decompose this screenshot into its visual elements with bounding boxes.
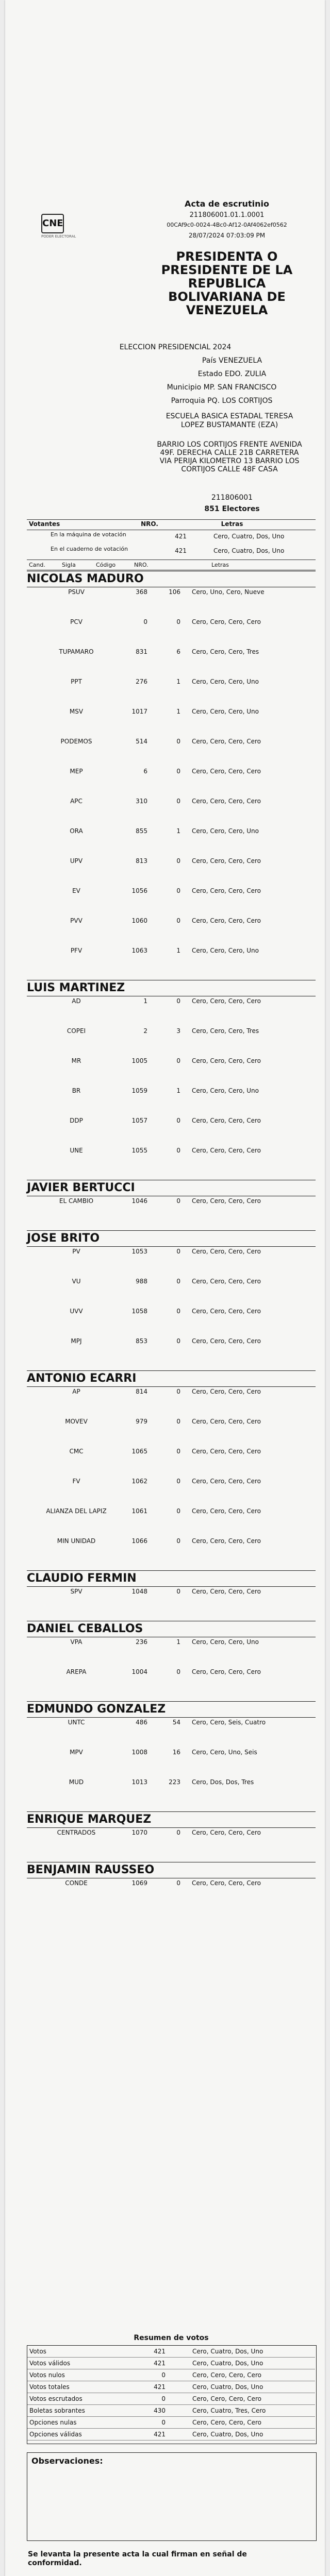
resumen-title: Resumen de votos <box>134 2334 209 2342</box>
party-code: 6 <box>143 768 147 775</box>
party-sigla: APC <box>70 798 82 805</box>
resumen-num: 430 <box>154 2407 166 2414</box>
resumen-letters: Cero, Cuatro, Dos, Uno <box>192 2431 263 2438</box>
municipio: Municipio MP. SAN FRANCISCO <box>167 383 277 392</box>
party-sigla: PFV <box>70 947 82 954</box>
observaciones-label: Observaciones: <box>31 2456 103 2466</box>
party-votes: 0 <box>176 1478 180 1485</box>
resumen-num: 421 <box>154 2360 166 2367</box>
party-sigla: MPJ <box>71 1337 82 1345</box>
party-sigla: COPEI <box>67 1027 86 1035</box>
resumen-label: Votos totales <box>29 2383 70 2391</box>
party-votes-letters: Cero, Cero, Cero, Tres <box>192 1027 259 1035</box>
party-votes: 0 <box>176 1278 180 1285</box>
party-votes: 106 <box>169 588 180 596</box>
party-sigla: PVV <box>70 917 82 924</box>
party-sigla: CONDE <box>65 1879 88 1887</box>
party-sigla: PODEMOS <box>60 738 92 745</box>
party-sigla: SPV <box>70 1588 82 1595</box>
party-votes-letters: Cero, Cero, Cero, Cero <box>192 1537 261 1545</box>
party-code: 1046 <box>131 1197 147 1205</box>
candidate-party-row <box>27 768 316 798</box>
resumen-letters: Cero, Cuatro, Dos, Uno <box>192 2348 263 2355</box>
party-votes: 0 <box>176 887 180 894</box>
party-code: 831 <box>136 648 147 655</box>
party-code: 1053 <box>131 1248 147 1255</box>
col-sigla: Sigla <box>62 562 76 568</box>
party-votes-letters: Cero, Cero, Cero, Cero <box>192 1588 261 1595</box>
candidate-party-row <box>27 1147 316 1177</box>
candidate-party-row <box>27 1308 316 1337</box>
party-sigla: ORA <box>70 827 83 835</box>
party-votes: 1 <box>176 1087 180 1094</box>
candidate-party-row <box>27 1507 316 1537</box>
party-sigla: EV <box>72 887 80 894</box>
party-code: 979 <box>136 1418 147 1425</box>
candidate-party-row <box>27 1278 316 1308</box>
resumen-num: 0 <box>161 2371 166 2379</box>
candidate-party-row <box>27 1087 316 1117</box>
candidate-name: ANTONIO ECARRI <box>27 1370 316 1387</box>
party-code: 1004 <box>131 1668 147 1675</box>
party-votes-letters: Cero, Cero, Cero, Cero <box>192 1879 261 1887</box>
party-votes: 0 <box>176 917 180 924</box>
parroquia: Parroquia PQ. LOS CORTIJOS <box>171 397 273 405</box>
candidate-party-row <box>27 1537 316 1567</box>
party-votes: 0 <box>176 1147 180 1154</box>
party-sigla: PPT <box>71 678 82 685</box>
resumen-label: Boletas sobrantes <box>29 2407 85 2414</box>
candidate-party-row <box>27 708 316 738</box>
party-votes-letters: Cero, Cero, Cero, Cero <box>192 618 261 625</box>
party-votes-letters: Cero, Cero, Cero, Cero <box>192 1507 261 1515</box>
party-votes: 1 <box>176 947 180 954</box>
party-code: 1061 <box>131 1507 147 1515</box>
votantes-row <box>48 531 330 542</box>
party-code: 1062 <box>131 1478 147 1485</box>
votantes-num: 421 <box>175 533 187 540</box>
party-code: 514 <box>136 738 147 745</box>
party-sigla: MSV <box>69 708 84 715</box>
party-votes-letters: Cero, Cero, Cero, Cero <box>192 1478 261 1485</box>
electores: 851 Electores <box>204 505 260 513</box>
resumen-label: Votos <box>29 2348 46 2355</box>
candidate-party-row <box>27 1829 316 1859</box>
cne-logo-mark: CNE <box>41 214 64 233</box>
party-code: 276 <box>136 678 147 685</box>
resumen-letters: Cero, Cuatro, Dos, Uno <box>192 2383 263 2391</box>
party-votes: 0 <box>176 1308 180 1315</box>
party-votes-letters: Cero, Cero, Cero, Cero <box>192 1829 261 1836</box>
candidate-name: EDMUNDO GONZALEZ <box>27 1701 316 1718</box>
party-sigla: UVV <box>70 1308 83 1315</box>
party-votes-letters: Cero, Uno, Cero, Nueve <box>192 588 265 596</box>
resumen-label: Votos nulos <box>29 2371 65 2379</box>
letras-header: Letras <box>221 520 243 528</box>
party-sigla: CENTRADOS <box>57 1829 96 1836</box>
party-votes: 3 <box>176 1027 180 1035</box>
cne-logo <box>41 214 88 240</box>
candidate-party-row <box>27 887 316 917</box>
candidate-party-row <box>27 827 316 857</box>
resumen-row <box>27 2369 315 2381</box>
cne-logo-subtitle: PODER ELECTORAL <box>41 234 76 239</box>
party-votes: 0 <box>176 1388 180 1395</box>
votantes-row <box>48 545 330 556</box>
party-code: 486 <box>136 1719 147 1726</box>
party-votes: 1 <box>176 1638 180 1646</box>
party-votes-letters: Cero, Cero, Cero, Cero <box>192 1388 261 1395</box>
party-sigla: AP <box>72 1388 80 1395</box>
party-votes: 0 <box>176 1248 180 1255</box>
votantes-header: Votantes <box>29 520 60 528</box>
party-code: 368 <box>136 588 147 596</box>
col-letras: Letras <box>211 562 229 568</box>
party-sigla: CMC <box>69 1448 84 1455</box>
party-votes-letters: Cero, Cero, Uno, Seis <box>192 1749 257 1756</box>
candidate-party-row <box>27 738 316 768</box>
party-votes-letters: Cero, Cero, Cero, Cero <box>192 1117 261 1124</box>
party-votes: 0 <box>176 1418 180 1425</box>
party-sigla: TUPAMARO <box>59 648 94 655</box>
party-votes: 0 <box>176 1057 180 1064</box>
candidate-party-row <box>27 1778 316 1808</box>
party-votes-letters: Cero, Cero, Cero, Cero <box>192 1668 261 1675</box>
resumen-table <box>27 2345 317 2444</box>
votantes-letters: Cero, Cuatro, Dos, Uno <box>213 533 285 540</box>
candidate-party-row <box>27 1418 316 1448</box>
party-code: 0 <box>143 618 147 625</box>
candidate-name: ENRIQUE MARQUEZ <box>27 1811 316 1828</box>
party-votes: 0 <box>176 1829 180 1836</box>
party-code: 1058 <box>131 1308 147 1315</box>
candidate-name: CLAUDIO FERMIN <box>27 1570 316 1587</box>
party-votes-letters: Cero, Cero, Cero, Cero <box>192 768 261 775</box>
party-sigla: MEP <box>70 768 83 775</box>
party-votes-letters: Cero, Cero, Cero, Cero <box>192 798 261 805</box>
candidate-party-row <box>27 947 316 977</box>
party-sigla: FV <box>72 1478 80 1485</box>
candidate-name: LUIS MARTINEZ <box>27 980 316 996</box>
party-votes-letters: Cero, Dos, Dos, Tres <box>192 1778 254 1786</box>
party-votes-letters: Cero, Cero, Cero, Cero <box>192 857 261 865</box>
party-votes-letters: Cero, Cero, Cero, Cero <box>192 1057 261 1064</box>
candidate-party-row <box>27 1448 316 1478</box>
party-code: 1069 <box>131 1879 147 1887</box>
party-sigla: VPA <box>70 1638 82 1646</box>
party-votes: 0 <box>176 768 180 775</box>
resumen-row <box>27 2393 315 2405</box>
candidate-party-row <box>27 1668 316 1698</box>
party-votes: 0 <box>176 1117 180 1124</box>
party-votes: 1 <box>176 708 180 715</box>
party-code: 853 <box>136 1337 147 1345</box>
party-sigla: DDP <box>70 1117 83 1124</box>
party-code: 1056 <box>131 887 147 894</box>
candidate-party-row <box>27 678 316 708</box>
divider <box>27 519 316 520</box>
candidate-party-row <box>27 1749 316 1778</box>
party-votes-letters: Cero, Cero, Cero, Cero <box>192 887 261 894</box>
party-code: 1013 <box>131 1778 147 1786</box>
party-votes-letters: Cero, Cero, Cero, Cero <box>192 1147 261 1154</box>
party-votes: 223 <box>169 1778 180 1786</box>
party-votes: 0 <box>176 1448 180 1455</box>
party-votes: 0 <box>176 857 180 865</box>
party-code: 310 <box>136 798 147 805</box>
party-votes-letters: Cero, Cero, Cero, Cero <box>192 997 261 1005</box>
nro-header: NRO. <box>141 520 158 528</box>
party-code: 1063 <box>131 947 147 954</box>
party-votes-letters: Cero, Cero, Seis, Cuatro <box>192 1719 266 1726</box>
conformidad-text: Se levanta la presente acta la cual firman en señal de conformidad. <box>28 2550 247 2567</box>
party-votes-letters: Cero, Cero, Cero, Cero <box>192 1448 261 1455</box>
party-sigla: MOVEV <box>65 1418 88 1425</box>
party-sigla: UPV <box>70 857 83 865</box>
observaciones-box <box>27 2452 317 2541</box>
candidate-party-row <box>27 798 316 827</box>
party-votes: 54 <box>172 1719 180 1726</box>
resumen-row <box>27 2358 315 2369</box>
resumen-num: 421 <box>154 2431 166 2438</box>
party-sigla: UNTC <box>68 1719 85 1726</box>
party-votes-letters: Cero, Cero, Cero, Cero <box>192 917 261 924</box>
resumen-num: 0 <box>161 2419 166 2426</box>
resumen-letters: Cero, Cero, Cero, Cero <box>192 2395 261 2402</box>
party-votes: 1 <box>176 827 180 835</box>
page-title: PRESIDENTA O PRESIDENTE DE LA REPUBLICA BOLIVARIANA DE VENEZUELA <box>161 249 293 317</box>
party-votes: 0 <box>176 1668 180 1675</box>
party-votes: 0 <box>176 1507 180 1515</box>
party-code: 855 <box>136 827 147 835</box>
party-votes: 0 <box>176 1879 180 1887</box>
votantes-label: En la máquina de votación <box>51 531 126 538</box>
party-votes-letters: Cero, Cero, Cero, Cero <box>192 1278 261 1285</box>
acta-datetime: 28/07/2024 07:03:09 PM <box>188 232 266 239</box>
party-code: 1065 <box>131 1448 147 1455</box>
party-votes-letters: Cero, Cero, Cero, Uno <box>192 1638 259 1646</box>
party-code: 1055 <box>131 1147 147 1154</box>
party-sigla: VU <box>72 1278 81 1285</box>
eleccion: ELECCION PRESIDENCIAL 2024 <box>119 343 232 351</box>
candidate-party-row <box>27 1879 316 1909</box>
resumen-row <box>27 2346 315 2358</box>
candidate-name: JOSE BRITO <box>27 1230 316 1247</box>
party-votes: 0 <box>176 1337 180 1345</box>
resumen-num: 0 <box>161 2395 166 2402</box>
col-codigo: Código <box>96 562 116 568</box>
party-sigla: MPV <box>70 1749 83 1756</box>
acta-paper <box>5 0 325 2576</box>
candidate-party-row <box>27 1638 316 1668</box>
party-sigla: MIN UNIDAD <box>57 1537 96 1545</box>
votantes-label: En el cuaderno de votación <box>51 546 128 552</box>
candidate-name: DANIEL CEBALLOS <box>27 1621 316 1637</box>
candidate-party-row <box>27 997 316 1027</box>
candidate-party-row <box>27 1248 316 1278</box>
party-sigla: AREPA <box>66 1668 87 1675</box>
party-sigla: PCV <box>70 618 82 625</box>
party-votes: 16 <box>172 1749 180 1756</box>
acta-code: 00CAf9c0-0024-4Bc0-Af12-0Af4062ef0562 <box>167 222 287 228</box>
party-sigla: BR <box>72 1087 81 1094</box>
resumen-letters: Cero, Cero, Cero, Cero <box>192 2419 261 2426</box>
resumen-label: Opciones válidas <box>29 2431 82 2438</box>
party-sigla: UNE <box>70 1147 83 1154</box>
candidate-party-row <box>27 1197 316 1227</box>
party-votes: 0 <box>176 997 180 1005</box>
party-code: 1060 <box>131 917 147 924</box>
resumen-letters: Cero, Cero, Cero, Cero <box>192 2371 261 2379</box>
candidate-party-row <box>27 917 316 947</box>
candidate-party-row <box>27 1388 316 1418</box>
candidate-party-row <box>27 1057 316 1087</box>
party-votes-letters: Cero, Cero, Cero, Uno <box>192 1087 259 1094</box>
party-code: 1008 <box>131 1749 147 1756</box>
resumen-num: 421 <box>154 2383 166 2391</box>
col-cand: Cand. <box>29 562 45 568</box>
party-code: 1066 <box>131 1537 147 1545</box>
resumen-letters: Cero, Cuatro, Dos, Uno <box>192 2360 263 2367</box>
party-votes-letters: Cero, Cero, Cero, Cero <box>192 1197 261 1205</box>
estado: Estado EDO. ZULIA <box>197 370 267 378</box>
direccion: BARRIO LOS CORTIJOS FRENTE AVENIDA 49F. DERECHA CALLE 21B CARRETERA VIA PERIJA KILOMETRO 13 BARRIO LOS CORTIJOS CALLE 48F CASA <box>157 440 302 473</box>
party-votes-letters: Cero, Cero, Cero, Cero <box>192 1308 261 1315</box>
party-sigla: ALIANZA DEL LAPIZ <box>46 1507 107 1515</box>
candidate-party-row <box>27 1478 316 1507</box>
resumen-label: Votos válidos <box>29 2360 71 2367</box>
candidate-party-row <box>27 1588 316 1618</box>
party-sigla: MUD <box>69 1778 84 1786</box>
resumen-label: Votos escrutados <box>29 2395 82 2402</box>
party-code: 814 <box>136 1388 147 1395</box>
party-votes: 0 <box>176 798 180 805</box>
candidate-party-row <box>27 648 316 678</box>
party-votes: 1 <box>176 678 180 685</box>
resumen-row <box>27 2417 315 2429</box>
party-votes-letters: Cero, Cero, Cero, Cero <box>192 1418 261 1425</box>
col-nro: NRO. <box>134 562 148 568</box>
party-code: 1005 <box>131 1057 147 1064</box>
party-code: 813 <box>136 857 147 865</box>
acta-label: Acta de escrutinio <box>185 199 269 209</box>
party-votes: 6 <box>176 648 180 655</box>
candidate-party-row <box>27 618 316 648</box>
party-votes-letters: Cero, Cero, Cero, Cero <box>192 1337 261 1345</box>
party-code: 1070 <box>131 1829 147 1836</box>
party-votes: 0 <box>176 1588 180 1595</box>
party-votes: 0 <box>176 1537 180 1545</box>
candidate-party-row <box>27 1719 316 1749</box>
centro-codigo: 211806001 <box>211 494 253 502</box>
party-votes: 0 <box>176 1197 180 1205</box>
party-votes: 0 <box>176 618 180 625</box>
resumen-num: 421 <box>154 2348 166 2355</box>
party-code: 2 <box>143 1027 147 1035</box>
party-code: 1048 <box>131 1588 147 1595</box>
candidate-party-row <box>27 1117 316 1147</box>
resumen-letters: Cero, Cuatro, Tres, Cero <box>192 2407 266 2414</box>
party-code: 1059 <box>131 1087 147 1094</box>
resumen-label: Opciones nulas <box>29 2419 77 2426</box>
party-code: 988 <box>136 1278 147 1285</box>
acta-number: 211806001.01.1.0001 <box>189 211 265 219</box>
resumen-row <box>27 2405 315 2417</box>
candidate-party-row <box>27 857 316 887</box>
party-votes-letters: Cero, Cero, Cero, Cero <box>192 738 261 745</box>
party-votes-letters: Cero, Cero, Cero, Cero <box>192 1248 261 1255</box>
party-code: 1 <box>143 997 147 1005</box>
party-votes: 0 <box>176 738 180 745</box>
party-sigla: EL CAMBIO <box>59 1197 94 1205</box>
candidate-name: NICOLAS MADURO <box>27 571 316 587</box>
party-code: 1017 <box>131 708 147 715</box>
party-code: 1057 <box>131 1117 147 1124</box>
candidate-party-row <box>27 1027 316 1057</box>
votantes-letters: Cero, Cuatro, Dos, Uno <box>213 547 285 554</box>
candidate-party-row <box>27 1337 316 1367</box>
pais: País VENEZUELA <box>202 357 262 365</box>
party-sigla: PSUV <box>68 588 85 596</box>
party-sigla: PV <box>72 1248 80 1255</box>
party-votes-letters: Cero, Cero, Cero, Uno <box>192 947 259 954</box>
votantes-num: 421 <box>175 547 187 554</box>
candidate-name: JAVIER BERTUCCI <box>27 1180 316 1196</box>
candidate-name: BENJAMIN RAUSSEO <box>27 1862 316 1878</box>
party-sigla: AD <box>72 997 81 1005</box>
party-code: 236 <box>136 1638 147 1646</box>
party-votes-letters: Cero, Cero, Cero, Tres <box>192 648 259 655</box>
party-sigla: MR <box>71 1057 81 1064</box>
candidate-party-row <box>27 588 316 618</box>
escuela: ESCUELA BASICA ESTADAL TERESA LOPEZ BUSTAMANTE (EZA) <box>166 412 293 429</box>
resumen-row <box>27 2381 315 2393</box>
party-votes-letters: Cero, Cero, Cero, Uno <box>192 678 259 685</box>
party-votes-letters: Cero, Cero, Cero, Uno <box>192 827 259 835</box>
party-votes-letters: Cero, Cero, Cero, Uno <box>192 708 259 715</box>
resumen-row <box>27 2429 315 2441</box>
